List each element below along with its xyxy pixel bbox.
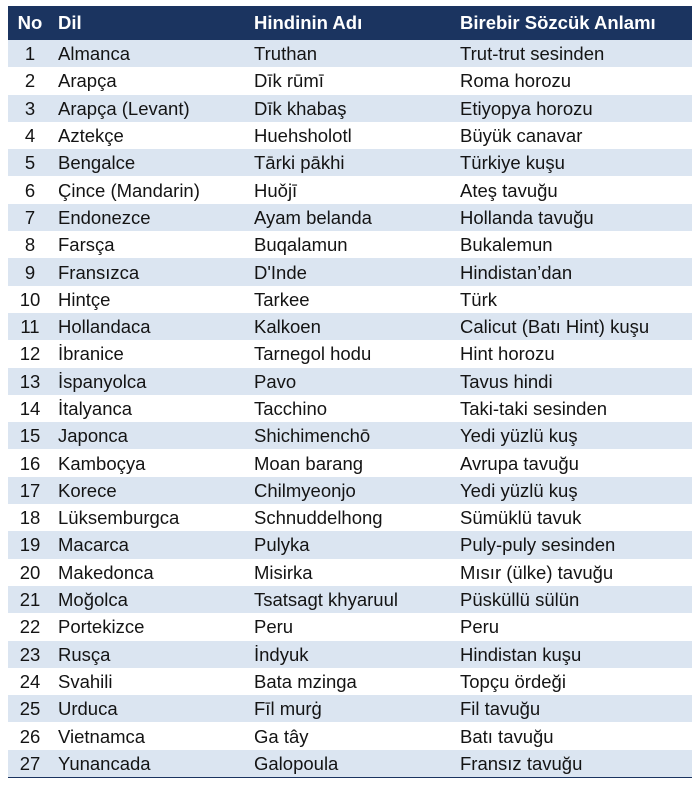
table-row: [8, 750, 692, 778]
table-row: [8, 449, 692, 476]
cell-no: 7: [8, 204, 52, 231]
cell-literal-meaning: Ateş tavuğu: [454, 176, 692, 203]
cell-turkey-name: Kalkoen: [248, 313, 454, 340]
cell-no: 4: [8, 122, 52, 149]
cell-turkey-name: Shichimenchō: [248, 422, 454, 449]
cell-no: 6: [8, 176, 52, 203]
cell-no: 14: [8, 395, 52, 422]
table-row: [8, 40, 692, 67]
cell-language: Fransızca: [52, 258, 248, 285]
cell-literal-meaning: Avrupa tavuğu: [454, 449, 692, 476]
cell-no: 10: [8, 286, 52, 313]
cell-no: 11: [8, 313, 52, 340]
cell-turkey-name: Chilmyeonjo: [248, 477, 454, 504]
cell-turkey-name: Pulyka: [248, 531, 454, 558]
cell-no: 25: [8, 695, 52, 722]
table-row: [8, 67, 692, 94]
table-row: [8, 695, 692, 722]
table-row: [8, 613, 692, 640]
cell-turkey-name: D'Inde: [248, 258, 454, 285]
cell-turkey-name: Tacchino: [248, 395, 454, 422]
cell-literal-meaning: Tavus hindi: [454, 368, 692, 395]
cell-no: 27: [8, 750, 52, 778]
table-row: [8, 313, 692, 340]
table-row: [8, 149, 692, 176]
cell-turkey-name: Tārki pākhi: [248, 149, 454, 176]
cell-literal-meaning: Hindistan’dan: [454, 258, 692, 285]
cell-no: 9: [8, 258, 52, 285]
cell-literal-meaning: Mısır (ülke) tavuğu: [454, 559, 692, 586]
table-row: [8, 340, 692, 367]
cell-turkey-name: Tarkee: [248, 286, 454, 313]
cell-literal-meaning: Türkiye kuşu: [454, 149, 692, 176]
cell-no: 23: [8, 641, 52, 668]
cell-language: Arapça: [52, 67, 248, 94]
cell-language: Endonezce: [52, 204, 248, 231]
table-row: [8, 258, 692, 285]
cell-no: 18: [8, 504, 52, 531]
cell-no: 8: [8, 231, 52, 258]
cell-language: Rusça: [52, 641, 248, 668]
cell-turkey-name: Moan barang: [248, 449, 454, 476]
cell-literal-meaning: Püsküllü sülün: [454, 586, 692, 613]
cell-turkey-name: Ga tây: [248, 722, 454, 749]
table-header: [8, 6, 692, 40]
cell-no: 26: [8, 722, 52, 749]
cell-turkey-name: İndyuk: [248, 641, 454, 668]
cell-turkey-name: Dīk rūmī: [248, 67, 454, 94]
table-row: [8, 641, 692, 668]
cell-no: 13: [8, 368, 52, 395]
cell-no: 17: [8, 477, 52, 504]
table-row: [8, 531, 692, 558]
cell-language: Makedonca: [52, 559, 248, 586]
table-row: [8, 176, 692, 203]
cell-literal-meaning: Topçu ördeği: [454, 668, 692, 695]
cell-language: Bengalce: [52, 149, 248, 176]
cell-language: Almanca: [52, 40, 248, 67]
cell-turkey-name: Ayam belanda: [248, 204, 454, 231]
cell-no: 12: [8, 340, 52, 367]
cell-language: İtalyanca: [52, 395, 248, 422]
cell-language: Svahili: [52, 668, 248, 695]
cell-turkey-name: Buqalamun: [248, 231, 454, 258]
cell-turkey-name: Galopoula: [248, 750, 454, 778]
cell-literal-meaning: Türk: [454, 286, 692, 313]
cell-language: Hollandaca: [52, 313, 248, 340]
cell-language: Çince (Mandarin): [52, 176, 248, 203]
cell-literal-meaning: Fil tavuğu: [454, 695, 692, 722]
cell-turkey-name: Pavo: [248, 368, 454, 395]
table-row: [8, 122, 692, 149]
cell-language: Hintçe: [52, 286, 248, 313]
cell-turkey-name: Truthan: [248, 40, 454, 67]
cell-language: Vietnamca: [52, 722, 248, 749]
table-row: [8, 422, 692, 449]
cell-no: 15: [8, 422, 52, 449]
cell-turkey-name: Schnuddelhong: [248, 504, 454, 531]
cell-turkey-name: Dīk khabaş: [248, 95, 454, 122]
cell-no: 2: [8, 67, 52, 94]
cell-turkey-name: Bata mzinga: [248, 668, 454, 695]
table-row: [8, 231, 692, 258]
table-row: [8, 504, 692, 531]
table-row: [8, 95, 692, 122]
cell-language: İspanyolca: [52, 368, 248, 395]
cell-turkey-name: Tsatsagt khyaruul: [248, 586, 454, 613]
cell-language: Lüksemburgca: [52, 504, 248, 531]
cell-language: İbranice: [52, 340, 248, 367]
header-language: Dil: [52, 6, 248, 40]
table-row: [8, 722, 692, 749]
cell-no: 5: [8, 149, 52, 176]
cell-no: 24: [8, 668, 52, 695]
cell-literal-meaning: Fransız tavuğu: [454, 750, 692, 778]
cell-literal-meaning: Peru: [454, 613, 692, 640]
table-row: [8, 586, 692, 613]
cell-no: 3: [8, 95, 52, 122]
table-body: [8, 40, 692, 778]
cell-language: Urduca: [52, 695, 248, 722]
cell-no: 19: [8, 531, 52, 558]
header-no: No: [8, 6, 52, 40]
cell-literal-meaning: Batı tavuğu: [454, 722, 692, 749]
cell-turkey-name: Misirka: [248, 559, 454, 586]
cell-no: 22: [8, 613, 52, 640]
cell-literal-meaning: Etiyopya horozu: [454, 95, 692, 122]
cell-language: Portekizce: [52, 613, 248, 640]
table-row: [8, 559, 692, 586]
cell-literal-meaning: Puly-puly sesinden: [454, 531, 692, 558]
cell-language: Japonca: [52, 422, 248, 449]
cell-literal-meaning: Hollanda tavuğu: [454, 204, 692, 231]
table-row: [8, 668, 692, 695]
cell-literal-meaning: Büyük canavar: [454, 122, 692, 149]
cell-turkey-name: Peru: [248, 613, 454, 640]
cell-no: 21: [8, 586, 52, 613]
cell-literal-meaning: Roma horozu: [454, 67, 692, 94]
cell-no: 20: [8, 559, 52, 586]
header-meaning: Birebir Sözcük Anlamı: [454, 6, 692, 40]
cell-language: Farsça: [52, 231, 248, 258]
cell-language: Macarca: [52, 531, 248, 558]
cell-turkey-name: Huehsholotl: [248, 122, 454, 149]
cell-turkey-name: Tarnegol hodu: [248, 340, 454, 367]
cell-no: 1: [8, 40, 52, 67]
cell-turkey-name: Fīl murġ: [248, 695, 454, 722]
table-row: [8, 477, 692, 504]
cell-language: Korece: [52, 477, 248, 504]
cell-literal-meaning: Trut-trut sesinden: [454, 40, 692, 67]
cell-literal-meaning: Hindistan kuşu: [454, 641, 692, 668]
table-row: [8, 286, 692, 313]
cell-literal-meaning: Sümüklü tavuk: [454, 504, 692, 531]
turkey-names-table: [8, 6, 692, 778]
cell-language: Moğolca: [52, 586, 248, 613]
cell-literal-meaning: Hint horozu: [454, 340, 692, 367]
table-row: [8, 204, 692, 231]
cell-literal-meaning: Yedi yüzlü kuş: [454, 477, 692, 504]
cell-language: Yunancada: [52, 750, 248, 778]
cell-literal-meaning: Yedi yüzlü kuş: [454, 422, 692, 449]
cell-literal-meaning: Taki-taki sesinden: [454, 395, 692, 422]
header-row: [8, 6, 692, 40]
cell-turkey-name: Huǒjī: [248, 176, 454, 203]
cell-literal-meaning: Bukalemun: [454, 231, 692, 258]
cell-language: Kamboçya: [52, 449, 248, 476]
cell-no: 16: [8, 449, 52, 476]
cell-literal-meaning: Calicut (Batı Hint) kuşu: [454, 313, 692, 340]
table-row: [8, 368, 692, 395]
header-name: Hindinin Adı: [248, 6, 454, 40]
cell-language: Aztekçe: [52, 122, 248, 149]
cell-language: Arapça (Levant): [52, 95, 248, 122]
table-row: [8, 395, 692, 422]
